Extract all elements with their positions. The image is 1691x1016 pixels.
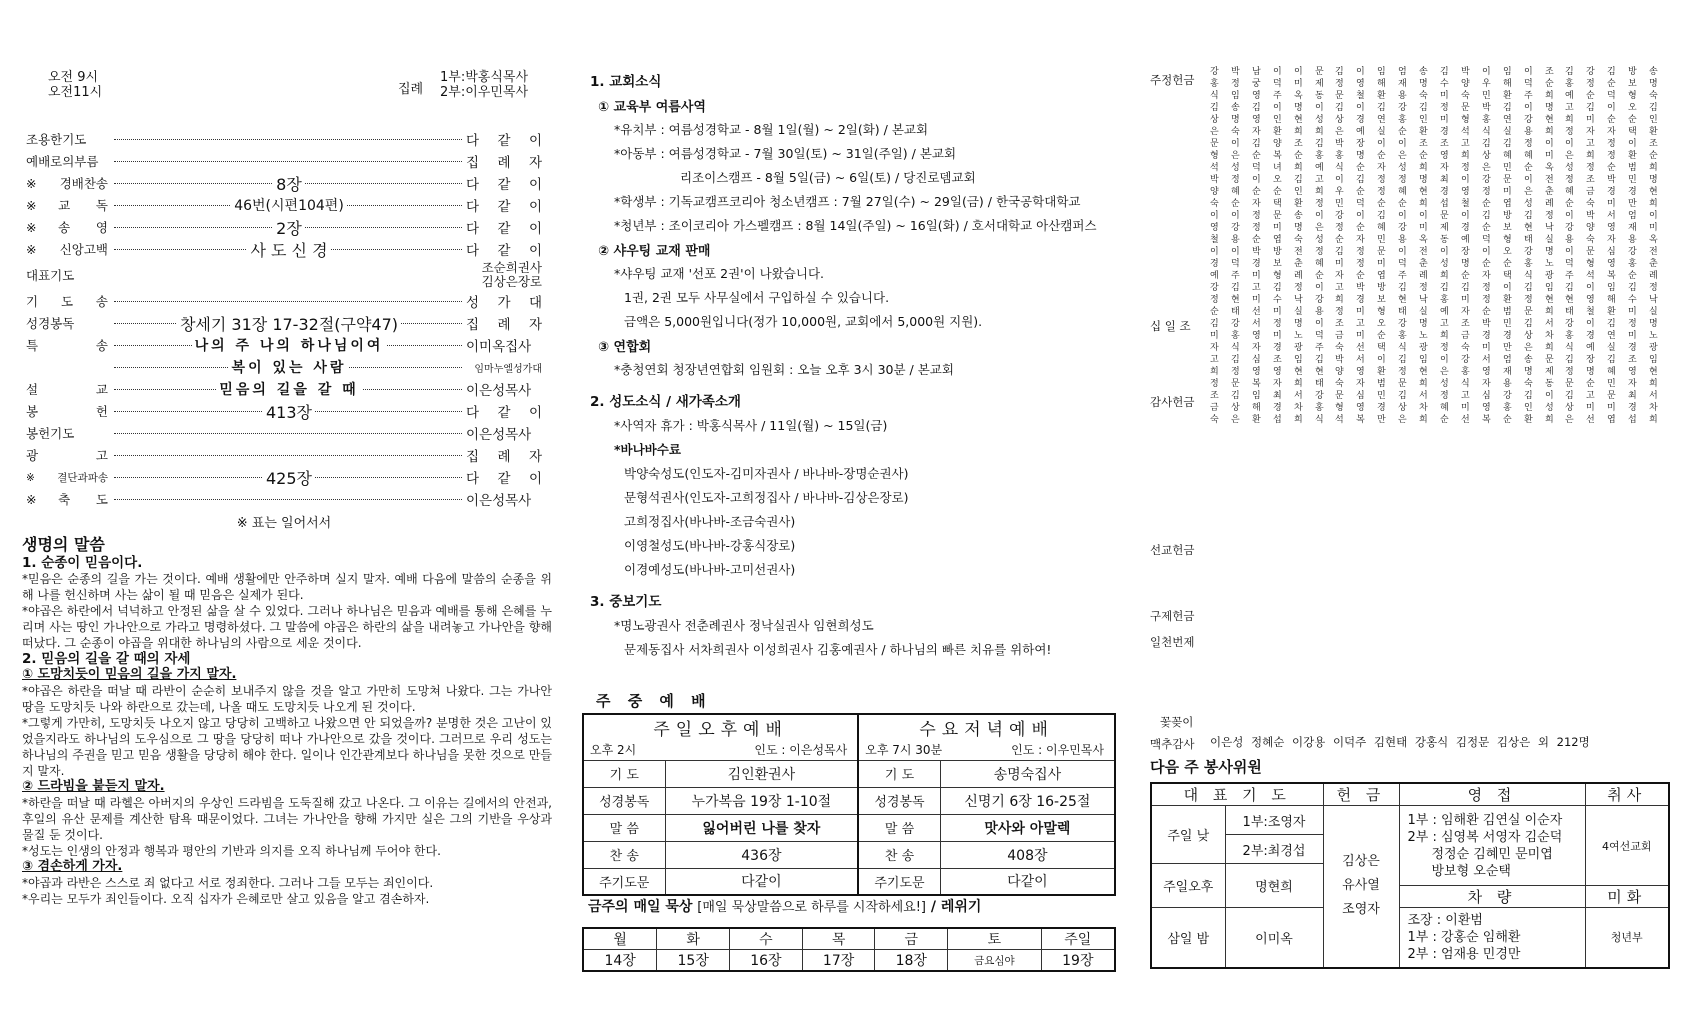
offering-name-column: 엄재용강홍순이은성정혜순이강용이덕주김현태강홍식김정문김상은	[1398, 67, 1407, 425]
order-item-content: 2장	[273, 219, 305, 238]
order-item-content: 복이 있는 사람	[229, 360, 350, 376]
thanksgiving-names: 이은성 정혜순 이강용 이덕주 김현태 강홍식 김정문 김상은 외 212명	[1210, 735, 1590, 749]
order-item-who: 다 같 이	[464, 467, 542, 487]
offering-name-column: 임해환김연실김혜민문미엽방보형오순택이환범민경만엄재용강홍순	[1503, 67, 1512, 425]
greeter-line: 정정순 김혜민 문미엽	[1431, 846, 1553, 862]
table-cell: 명현희	[1225, 864, 1323, 908]
order-item-name: 설 교	[26, 382, 108, 397]
sermon-paragraph: *하란을 떠날 때 라헬은 아버지의 우상인 드라빔을 도둑질해 갔고 나온다. 그 이유는 길에서의 안전과, 후일의 유산 문제를 계산한 탐욕 때문이었다. 그녀는 가나안을 향해 가지만 실은 그의 기반을 우상과 물질 둔 것이다.	[22, 796, 552, 842]
daily-meditation-note: [매일 묵상말씀으로 하루를 시작하세요!]	[697, 900, 926, 915]
offering-volunteer: 유사열	[1342, 878, 1380, 894]
sermon-paragraph: *우리는 모두가 죄인들이다. 오직 십자가 은혜로만 살고 있음을 알고 겸손하자.	[22, 892, 430, 906]
service-minister-2: 2부:이우민목사	[440, 85, 528, 100]
news-line: *청년부 : 조이코리아 가스펠캠프 : 8월 14일(주일) ~ 16일(화) / 호서대학교 아산캠퍼스	[614, 218, 1097, 233]
news-heading: 3. 중보기도	[590, 594, 662, 610]
sermon-paragraph: *야곱과 라반은 스스로 죄 없다고 서로 정죄한다. 그러나 그들 모두는 죄인이다.	[22, 876, 434, 890]
table-cell: 성경봉독	[858, 787, 940, 814]
offering-label: 맥추감사	[1150, 737, 1195, 751]
order-item-name: 성경봉독	[26, 316, 75, 331]
order-item-content: 믿음의 길을 갈 때	[216, 382, 361, 398]
order-row	[26, 216, 542, 238]
sermon-paragraph: *성도는 인생의 안정과 행복과 평안의 기반과 의지를 오직 하나님께 두어야 한다.	[22, 844, 441, 858]
order-item-who: 집 례 자	[464, 313, 542, 333]
offering-name-column: 임해환김연실이순자정정순김혜민문미엽방보형오순택이환범민경만	[1377, 67, 1386, 425]
offering-name-column: 이덕주이인환양복녀오순택문미엽방보형김수미정미경조영자최경섭	[1273, 67, 1282, 425]
offering-volunteers	[1323, 806, 1399, 968]
standing-note: ※ 표는 일어서서	[236, 516, 332, 531]
order-item-content: 413장	[263, 403, 315, 422]
table-cell: 주일 낮	[1151, 806, 1225, 864]
service-leader-label: 집례	[398, 82, 424, 97]
order-item-who: 다 같 이	[464, 217, 542, 237]
order-row	[26, 238, 542, 260]
table-cell: 수	[730, 928, 803, 950]
table-header: 미화	[1585, 886, 1669, 908]
table-header: 취사	[1585, 783, 1669, 806]
service-ministers	[440, 70, 528, 100]
order-row	[26, 334, 542, 356]
offering-label: 일천번제	[1150, 635, 1195, 649]
service-times	[48, 70, 102, 100]
table-cell: 말 씀	[858, 814, 940, 841]
news-line: *사역자 휴가 : 박홍식목사 / 11일(월) ~ 15일(금)	[614, 418, 888, 433]
order-item-who: 이은성목사	[464, 489, 542, 509]
order-row	[26, 172, 542, 194]
news-subheading: ① 교육부 여름사역	[598, 100, 706, 115]
news-line: 이경예성도(바나바-고미선권사)	[624, 562, 796, 577]
offering-name-column: 문제동이성희김홍예고희정이은성정혜순이강용이덕주김현태강홍식	[1315, 67, 1324, 425]
table-cell: 436장	[665, 841, 858, 868]
greeters-cell	[1399, 806, 1585, 886]
order-row	[26, 312, 542, 334]
table-cell: 맛사와 아말렉	[940, 814, 1115, 841]
order-item-name: ※신앙고백	[26, 242, 108, 257]
sermon-paragraph: *야곱은 하란을 떠날 때 라반이 순순히 보내주지 않을 것을 알고 가만히 도망쳐 나왔다. 그는 가나안 땅을 도망치듯 나와 하란으로 갔는데, 나올 때도 도망치듯 나오게 된 것이다.	[22, 684, 552, 714]
news-line: *바나바수료	[614, 442, 681, 457]
offering-name-column: 박양숙문형석고희정이영철이경예장명순김미자조금숙강홍식고미선	[1461, 67, 1470, 425]
news-line: 고희정집사(바나바-조금숙권사)	[624, 514, 796, 529]
table-row	[583, 814, 1115, 841]
table-cell: 찬 송	[583, 841, 665, 868]
order-row	[26, 444, 542, 466]
table-cell: 찬 송	[858, 841, 940, 868]
table-cell: 말 씀	[583, 814, 665, 841]
order-item-content: 나의 주 나의 하나님이여	[192, 338, 387, 354]
table-cell: 4여선교회	[1585, 806, 1669, 886]
news-subheading: ② 샤우팅 교재 판매	[598, 244, 711, 259]
order-item-name: 조용한기도	[26, 132, 87, 147]
sunday-afternoon-info	[583, 740, 858, 760]
order-of-worship	[26, 128, 542, 510]
news-line: *충청연회 청장년연합회 임원회 : 오늘 오후 3시 30분 / 본교회	[614, 362, 954, 377]
order-item-who: 임마누엘성가대	[464, 360, 542, 375]
driver-line: 2부 : 엄재용 민경만	[1407, 946, 1521, 962]
order-item-name: 기 도 송	[26, 294, 108, 309]
table-cell: 누가복음 19장 1-10절	[665, 787, 858, 814]
drivers-cell	[1399, 908, 1585, 968]
order-row	[26, 466, 542, 488]
news-heading: 2. 성도소식 / 새가족소개	[590, 394, 741, 410]
table-header: 차 량	[1399, 886, 1585, 908]
table-cell: 다같이	[940, 868, 1115, 895]
table-cell: 성경봉독	[583, 787, 665, 814]
order-item-who: 이은성목사	[464, 423, 542, 443]
sermon-point-1: 1. 순종이 믿음이다.	[22, 555, 143, 571]
offering-volunteer: 조영자	[1342, 902, 1380, 918]
order-item-name: 대표기도	[26, 268, 75, 283]
daily-meditation-book: / 레위기	[930, 899, 982, 915]
table-cell: 15장	[657, 950, 730, 972]
order-item-who: 이은성목사	[464, 379, 542, 399]
order-item-name: ※축 도	[26, 492, 108, 507]
sermon-summary	[22, 537, 552, 907]
news-line: *유치부 : 여름성경학교 - 8월 1일(월) ~ 2일(화) / 본교회	[614, 122, 929, 137]
order-row	[26, 400, 542, 422]
offering-names	[1210, 66, 1670, 748]
news-line: *명노광권사 전춘례권사 정낙실권사 임현희성도	[614, 618, 874, 633]
offering-label: 감사헌금	[1150, 395, 1195, 409]
table-cell: 18장	[875, 950, 948, 972]
service-leader: 인도 : 이은성목사	[754, 743, 848, 758]
table-cell: 금요심야	[948, 950, 1041, 972]
news-line: *샤우팅 교재 '선포 2권'이 나왔습니다.	[614, 266, 824, 281]
sunday-afternoon-title: 주일오후예배	[583, 714, 858, 740]
offering-label: 주정헌금	[1150, 73, 1195, 87]
news-line: 박양숙성도(인도자-김미자권사 / 바나바-장명순권사)	[624, 466, 909, 481]
offering-label: 꽃꽂이	[1160, 715, 1194, 729]
order-item-who: 집 례 자	[464, 151, 542, 171]
table-row	[1151, 806, 1669, 835]
service-leader: 인도 : 이우민목사	[1011, 743, 1104, 758]
greeter-line: 1부 : 임해환 김연실 이순자	[1407, 812, 1563, 828]
order-item-content: 46번(시편104편)	[231, 198, 347, 214]
table-row	[1151, 908, 1669, 968]
offering-name-column: 김정문김상은박홍식이우민강정순김미자고희정조금숙박양숙문형석	[1335, 67, 1344, 425]
news-line: *학생부 : 기독교캠프코리아 청소년캠프 : 7월 27일(수) ~ 29일(금) / 한국공학대학교	[614, 194, 1081, 209]
table-header: 헌 금	[1323, 783, 1399, 806]
news-heading: 1. 교회소식	[590, 74, 662, 90]
table-cell: 주기도문	[583, 868, 665, 895]
daily-meditation-table	[582, 927, 1116, 972]
offering-name-column: 이덕주이강용정혜순이은성김현태강홍식김정문김상은송명숙김인환	[1524, 67, 1533, 425]
order-item-who: 다 같 이	[464, 195, 542, 215]
sermon-subpoint-2: ② 드라빔을 붙듣지 말자.	[22, 779, 165, 794]
order-item-who: 다 같 이	[464, 173, 542, 193]
weekday-services-title: 주 중 예 배	[596, 692, 712, 710]
table-cell: 주일	[1041, 928, 1115, 950]
offering-name-column: 박정임송명숙이은성정혜순이강용이덕주김현태강홍식김정문김상은	[1231, 67, 1240, 425]
table-cell: 토	[948, 928, 1041, 950]
offering-name-column: 방보형오순택이환범민경만엄재용강홍순김수미정미경조영자최경섭	[1628, 67, 1637, 425]
table-header: 대 표 기 도	[1151, 783, 1323, 806]
table-cell: 다같이	[665, 868, 858, 895]
offering-name-column: 김홍예고희정이은성정혜순이강용이덕주김현태강홍식김정문김상은	[1565, 67, 1574, 425]
service-minister-1: 1부:박홍식목사	[440, 70, 528, 85]
offering-name-column: 이영철이경예장명순김순덕이순자정정순박경미고미선서영자심영복	[1356, 67, 1365, 425]
order-row	[26, 290, 542, 312]
table-cell: 17장	[802, 950, 875, 972]
driver-line: 1부 : 강홍순 임해환	[1407, 929, 1521, 945]
next-week-volunteers-title: 다음 주 봉사위원	[1150, 758, 1262, 776]
table-row	[583, 760, 1115, 787]
order-item-content: 8장	[273, 175, 305, 194]
table-header: 영 접	[1399, 783, 1585, 806]
order-row	[26, 356, 542, 378]
order-item-name: ※교 독	[26, 198, 108, 213]
sermon-point-2: 2. 믿음의 길을 갈 때의 자세	[22, 651, 191, 667]
offering-name-column: 조순희명현희이미옥전춘례정낙실명노광임현희서차희문제동이성희	[1545, 67, 1554, 425]
order-item-name: 광 고	[26, 448, 108, 463]
table-row	[583, 868, 1115, 895]
offering-label: 십 일 조	[1150, 319, 1191, 333]
table-row	[1151, 783, 1669, 806]
greeter-line: 방보형 오순택	[1431, 863, 1511, 879]
sermon-paragraph: *그렇게 가만히, 도망치듯 나오지 않고 당당히 고백하고 나왔으면 안 되었을까? 분명한 것은 고난이 있었을지라도 하나님의 도우심으로 그 땅을 당당히 떠나 가나안으로 갔을 것이다. 그러므로 우리 성도는 하나님의 주권을 믿고 믿음 생활을 당당히 해야 한다. 일이나 인간관계보다 하나님을 못한 것으로 만들지 말자.	[22, 716, 552, 778]
order-item-who: 다 같 이	[464, 401, 542, 421]
table-cell: 기 도	[583, 760, 665, 787]
offering-label: 구제헌금	[1150, 609, 1195, 623]
table-cell: 19장	[1041, 950, 1115, 972]
sermon-summary-title: 생명의 말씀	[22, 535, 105, 554]
news-line: 1권, 2권 모두 사무실에서 구입하실 수 있습니다.	[624, 290, 890, 305]
news-line: 리조이스캠프 - 8월 5일(금) ~ 6일(토) / 당진로뎀교회	[680, 170, 976, 185]
order-item-who: 성 가 대	[464, 291, 542, 311]
church-news	[590, 70, 1120, 664]
table-cell: 삼일 밤	[1151, 908, 1225, 968]
driver-line: 조장 : 이환범	[1407, 912, 1483, 928]
table-cell: 16장	[730, 950, 803, 972]
news-line: 문제동집사 서차희권사 이성희권사 김홍예권사 / 하나님의 빠른 치유를 위하여!	[624, 642, 1052, 657]
table-cell: 기 도	[858, 760, 940, 787]
sermon-paragraph: *믿음은 순종의 길을 가는 것이다. 예배 생활에만 안주하며 실지 말자. 예배 다음에 말씀의 순종을 위해 나를 헌신하며 사는 삶이 될 때 믿음은 실제가 된다.	[22, 572, 552, 602]
table-row	[583, 950, 1115, 972]
order-item-who: 조순희권사 김상은장로	[464, 261, 542, 289]
order-item-name: 봉 헌	[26, 404, 108, 419]
order-item-who: 집 례 자	[464, 445, 542, 465]
table-cell: 금	[875, 928, 948, 950]
table-cell: 주일오후	[1151, 864, 1225, 908]
table-cell: 김인환권사	[665, 760, 858, 787]
table-cell: 송명숙집사	[940, 760, 1115, 787]
news-line: *아동부 : 여름성경학교 - 7월 30일(토) ~ 31일(주일) / 본교회	[614, 146, 957, 161]
weekday-services-table	[582, 713, 1116, 896]
order-item-name: ※송 영	[26, 220, 108, 235]
order-item-content: 425장	[263, 469, 315, 488]
offering-name-column: 김수미정미경조영자최경섭문제동이성희김홍예고희정이은성정혜순	[1440, 67, 1449, 425]
order-row	[26, 128, 542, 150]
service-time-2: 오전11시	[48, 85, 103, 100]
order-row	[26, 194, 542, 216]
table-cell: 목	[802, 928, 875, 950]
table-cell: 청년부	[1585, 908, 1669, 968]
table-row	[583, 787, 1115, 814]
service-time-1: 오전 9시	[48, 70, 99, 85]
offering-name-column: 강홍식김상은문형석박양숙이영철이경예강정순김미자고희정조금숙	[1210, 67, 1219, 425]
news-subheading: ③ 연합회	[598, 340, 652, 355]
order-item-name: ※경배찬송	[26, 176, 108, 191]
offering-name-column: 김순덕이순자정정순박경미서영자심영복임해환김연실김혜민문미엽	[1607, 67, 1616, 425]
table-cell: 1부:조영자	[1225, 806, 1323, 835]
order-row	[26, 150, 542, 172]
order-item-who: 다 같 이	[464, 239, 542, 259]
order-item-name: 봉헌기도	[26, 426, 75, 441]
news-line: 이영철성도(바나바-강홍식장로)	[624, 538, 796, 553]
order-item-name: 예배로의부름	[26, 154, 99, 169]
offering-name-column: 강정순김미자고희정조금숙박양숙문형석이영철이경예장명순고미선	[1586, 67, 1595, 425]
offering-name-column: 이우민박홍식김상은강정순김순덕이순자정정순박경미서영자심영복	[1482, 67, 1491, 425]
order-row	[26, 422, 542, 444]
order-item-content: 사 도 신 경	[247, 241, 330, 260]
order-row	[26, 260, 542, 290]
table-cell: 주기도문	[858, 868, 940, 895]
offering-name-column: 송명숙김인환조순희명현희이미옥전춘례정낙실명노광임현희서차희	[1649, 67, 1658, 425]
table-cell: 이미옥	[1225, 908, 1323, 968]
table-row	[583, 928, 1115, 950]
wednesday-evening-title: 수요저녁예배	[858, 714, 1115, 740]
sermon-paragraph: *야곱은 하란에서 넉넉하고 안정된 삶을 살 수 있었다. 그러나 하나님은 믿음과 예배를 통해 은혜를 누리며 사는 땅인 가나안으로 가라고 명령하셨다. 그 말씀에 야곱은 하란의 삶을 내려놓고 가나안을 향해 떠났다. 그 순종이 야곱을 위대한 하나님의 사람으로 세운 것이다.	[22, 604, 552, 650]
offering-label: 선교헌금	[1150, 543, 1195, 557]
table-cell: 14장	[583, 950, 657, 972]
news-line: 문형석권사(인도자-고희정집사 / 바나바-김상은장로)	[624, 490, 909, 505]
table-cell: 월	[583, 928, 657, 950]
table-cell: 2부:최경섭	[1225, 835, 1323, 864]
offering-volunteer: 김상은	[1342, 854, 1380, 870]
order-row	[26, 488, 542, 510]
volunteers-table	[1150, 782, 1670, 969]
service-time: 오후 7시 30분	[865, 743, 943, 758]
service-time: 오후 2시	[590, 743, 637, 758]
offering-name-column: 송명숙김인환조순희명현희이미옥전춘례정낙실명노광임현희서차희	[1419, 67, 1428, 425]
order-item-name: ※결단과파송	[26, 471, 108, 484]
table-cell: 화	[657, 928, 730, 950]
table-cell: 잃어버린 나를 찾자	[665, 814, 858, 841]
daily-meditation-heading	[588, 896, 981, 916]
sermon-subpoint-3: ③ 겸손하게 가자.	[22, 859, 123, 874]
order-item-who: 다 같 이	[464, 129, 542, 149]
table-cell: 신명기 6장 16-25절	[940, 787, 1115, 814]
daily-meditation-title: 금주의 매일 묵상	[588, 899, 693, 915]
table-row	[583, 841, 1115, 868]
greeter-line: 2부 : 심영복 서영자 김순덕	[1407, 829, 1563, 845]
order-item-content: 창세기 31장 17-32절(구약47)	[177, 315, 401, 334]
order-row	[26, 378, 542, 400]
wednesday-evening-info	[858, 740, 1115, 760]
table-cell: 408장	[940, 841, 1115, 868]
offering-name-column: 이미옥명현희조순희김인환송명숙전춘례정낙실명노광임현희서차희	[1294, 67, 1303, 425]
sermon-subpoint-1: ① 도망치듯이 믿음의 길을 가지 말자.	[22, 667, 237, 682]
order-item-name: 특 송	[26, 338, 108, 353]
order-item-who: 이미옥집사	[464, 335, 542, 355]
offering-name-column: 남궁영김영자김순덕이순자정정순박경미고미선서영자심영복임해환	[1252, 67, 1261, 425]
news-line: 금액은 5,000원입니다(정가 10,000원, 교회에서 5,000원 지원).	[624, 314, 983, 329]
